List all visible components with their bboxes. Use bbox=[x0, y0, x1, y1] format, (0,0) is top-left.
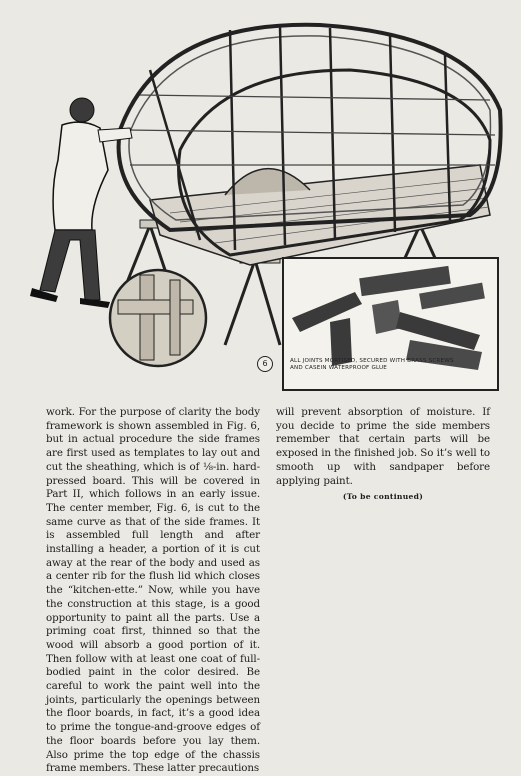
article-paragraph-left: work. For the purpose of clarity the body framework is shown assembled in Fig. 6, but in actual procedure the side frames are first used as templates to lay out and cut the sheathing, which is of ⅛-in. hard-pressed board. This will be covered in Part II, which follows in an early issue. The center member, Fig. 6, is cut to the same curve as that of the side frames. It is assembled full length and after installing a header, a portion of it is cut away at the rear of the body and used as a center rib for the flush lid which closes the “kitchen-ette.” Now, while you have the construction at this stage, is a good opportunity to paint all the parts. Use a priming coat first, thinned so that the wood will absorb a good portion of it. Then follow with at least one coat of full-bodied paint in the color desired. Be careful to work the paint well into the joints, particularly the openings between the floor boards, in fact, it’s a good idea to prime the tongue-and-groove edges of the floor boards before you lay them. Also prime the top edge of the chassis frame members. These latter precautions bbox=[46, 406, 260, 775]
joint-detail-circle bbox=[110, 270, 206, 366]
continued-note: (To be continued) bbox=[342, 492, 424, 502]
article-paragraph-right: will prevent absorption of moisture. If you decide to prime the side members remember that certain parts will be exposed in the finished job. So it’s well to smooth up with sandpaper before applying paint. bbox=[276, 406, 490, 487]
article-column-right bbox=[276, 406, 490, 504]
article-column-left bbox=[46, 406, 260, 776]
figure-number: 6 bbox=[257, 356, 273, 372]
figure-inset-caption: ALL JOINTS MORTISED, SECURED WITH BRASS SCREWS AND CASEIN WATERPROOF GLUE bbox=[290, 358, 454, 371]
